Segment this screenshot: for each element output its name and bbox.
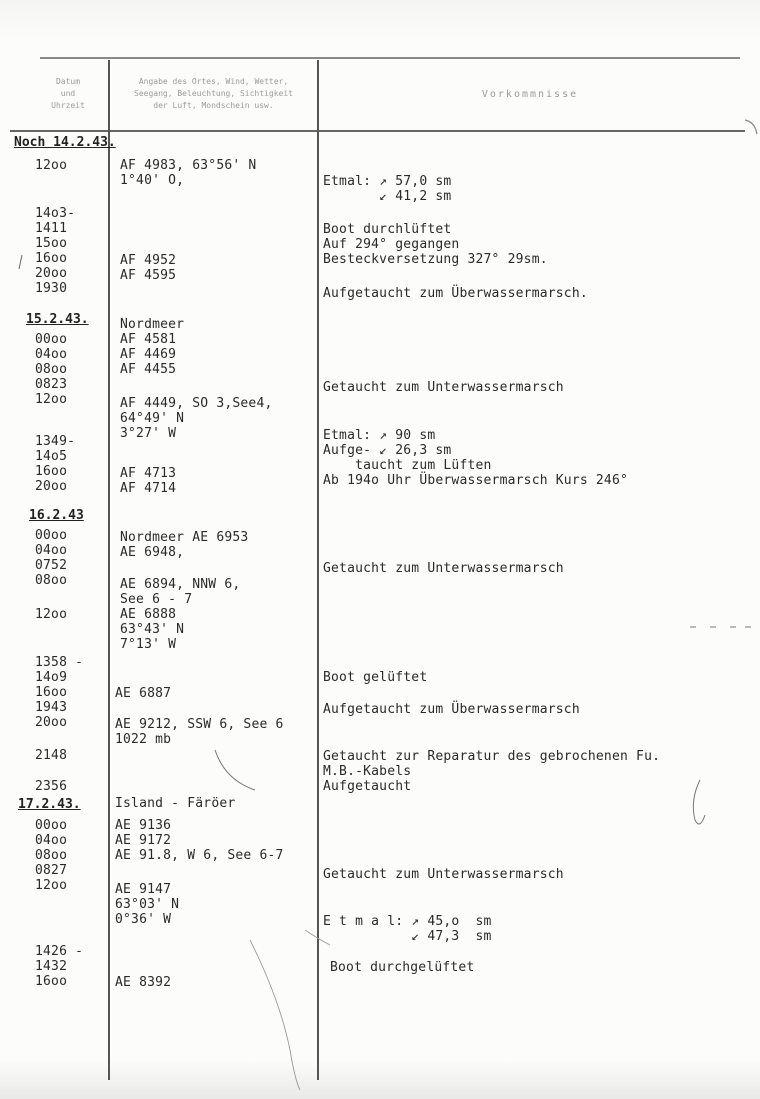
position-entry: AE 6887 [115, 686, 172, 701]
position-entry: AF 4983, 63°56' N 1°40' O, [120, 158, 257, 188]
time-entry: 2148 [35, 748, 68, 763]
header-date-time [30, 76, 106, 112]
position-entry: AF 4713 AF 4714 [120, 466, 177, 496]
header-events [320, 89, 740, 101]
position-entry: AF 4449, SO 3,See4, 64°49' N 3°27' W [120, 396, 273, 441]
event-entry: Getaucht zum Unterwassermarsch [323, 380, 564, 395]
event-entry: Boot durchgelüftet [330, 960, 475, 975]
position-entry: AE 9136 AE 9172 AE 91.8, W 6, See 6-7 [115, 818, 284, 863]
event-entry: Aufgetaucht zum Überwassermarsch [323, 702, 580, 717]
tick-mark [19, 255, 22, 269]
time-entry: 00oo 04oo 08oo 0827 12oo [35, 818, 68, 893]
time-entry: 12oo [35, 607, 68, 622]
time-entry: 1358 - 14o9 16oo 1943 20oo [35, 655, 84, 730]
date-heading: 17.2.43. [18, 797, 81, 812]
header-col1-line2: und [60, 89, 76, 98]
column-divider-2 [317, 60, 319, 1080]
event-entry: Boot gelüftet [323, 670, 428, 685]
header-col3-label: Vorkommnisse [481, 89, 579, 100]
event-entry: Etmal: ↗ 57,0 sm ↙ 41,2 sm [323, 174, 452, 204]
event-entry: Aufgetaucht zum Überwassermarsch. [323, 286, 588, 301]
event-entry: E t m a l: ↗ 45,o sm ↙ 47,3 sm [323, 914, 492, 944]
time-entry: 00oo 04oo 0752 08oo [35, 528, 68, 588]
time-entry: 14o3- 1411 15oo 16oo 20oo 1930 [35, 206, 76, 296]
pencil-stroke [215, 750, 255, 790]
column-divider-1 [108, 60, 110, 1080]
event-entry: Boot durchlüftet Auf 294° gegangen Besteckversetzung 327° 29sm. [323, 222, 548, 267]
position-entry: Nordmeer AE 6953 AE 6948, [120, 530, 249, 560]
position-entry: Island - Färöer [115, 796, 236, 811]
event-entry: Getaucht zur Reparatur des gebrochenen Fu. M.B.-Kabels Aufgetaucht [323, 749, 661, 794]
date-heading: 16.2.43 [29, 508, 84, 523]
event-entry: Getaucht zum Unterwassermarsch [323, 867, 564, 882]
time-entry: 2356 [35, 779, 68, 794]
time-entry: 1426 - 1432 16oo [35, 944, 84, 989]
pencil-stroke [250, 940, 300, 1090]
header-col2-line1: Angabe des Ortes, Wind, Wetter, [138, 77, 289, 86]
position-entry: AE 9212, SSW 6, See 6 1022 mb [115, 717, 284, 747]
time-entry: 1349- 14o5 16oo 20oo [35, 434, 76, 494]
time-entry: 00oo 04oo 08oo 0823 12oo [35, 332, 68, 407]
header-position-weather [112, 76, 315, 112]
position-entry: AE 8392 [115, 975, 172, 990]
top-rule [40, 57, 740, 59]
pencil-stroke [693, 780, 705, 824]
date-heading: Noch 14.2.43. [14, 135, 116, 150]
event-entry: Etmal: ↗ 90 sm Aufge- ↙ 26,3 sm taucht zum Lüften Ab 194o Uhr Überwassermarsch Kurs 246° [323, 428, 629, 488]
date-heading: 15.2.43. [26, 312, 89, 327]
position-entry: AE 9147 63°03' N 0°36' W [115, 882, 180, 927]
header-rule [10, 130, 745, 132]
header-col1-line3: Uhrzeit [51, 101, 85, 110]
header-col1-line1: Datum [55, 77, 81, 86]
header-col2-line3: der Luft, Mondschein usw. [153, 101, 274, 110]
event-entry: Getaucht zum Unterwassermarsch [323, 561, 564, 576]
position-entry: AF 4952 AF 4595 [120, 253, 177, 283]
header-col2-line2: Seegang, Beleuchtung, Sichtigkeit [134, 89, 293, 98]
margin-mark [745, 120, 757, 134]
position-entry: AE 6894, NNW 6, See 6 - 7 AE 6888 63°43' N 7°13' W [120, 577, 241, 652]
position-entry: Nordmeer AF 4581 AF 4469 AF 4455 [120, 317, 185, 377]
time-entry: 12oo [35, 158, 68, 173]
